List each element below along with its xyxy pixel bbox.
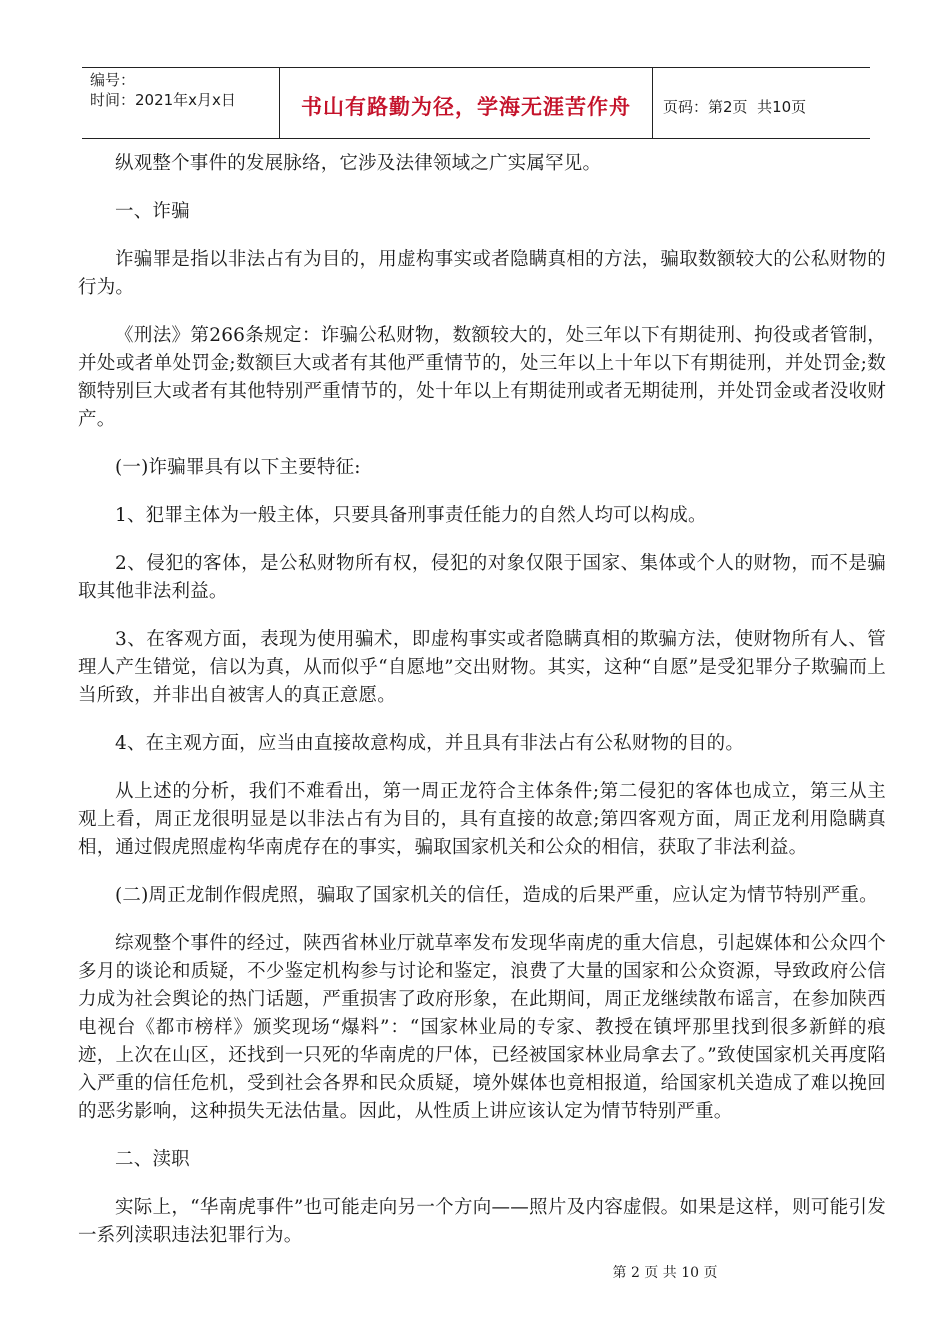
paragraph: (二)周正龙制作假虎照，骗取了国家机关的信任，造成的后果严重，应认定为情节特别严重。: [115, 885, 878, 906]
header-motto-cell: [280, 68, 653, 138]
paragraph: 实际上，“华南虎事件”也可能走向另一个方向——照片及内容虚假。如果是这样，则可能引发一系列渎职违法犯罪行为。: [78, 1197, 886, 1246]
section-heading: 二、渎职: [115, 1149, 190, 1170]
document-body: [78, 150, 886, 1270]
paragraph: 综观整个事件的经过，陕西省林业厅就草率发布发现华南虎的重大信息，引起媒体和公众四个多月的谈论和质疑，不少鉴定机构参与讨论和鉴定，浪费了大量的国家和公众资源，导致政府公信力成为社会舆论的热门话题，严重损害了政府形象，在此期间，周正龙继续散布谣言，在参加陕西电视台《都市榜样》颁奖现场“爆料”：“国家林业局的专家、教授在镇坪那里找到很多新鲜的痕迹，上次在山区，还找到一只死的华南虎的尸体，已经被国家林业局拿去了。”致使国家机关再度陷入严重的信任危机，受到社会各界和民众质疑，境外媒体也竟相报道，给国家机关造成了难以挽回的恶劣影响，这种损失无法估量。因此，从性质上讲应该认定为情节特别严重。: [78, 933, 886, 1122]
time-label: 时间：2021年x月x日: [90, 91, 236, 109]
number-label: 编号：: [90, 71, 136, 89]
paragraph: 4、在主观方面，应当由直接故意构成，并且具有非法占有公私财物的目的。: [115, 733, 745, 754]
page-info-text: 页码：第2页 共10页: [663, 97, 807, 116]
page-footer: [0, 1262, 950, 1282]
paragraph: 2、侵犯的客体，是公私财物所有权，侵犯的对象仅限于国家、集体或个人的财物，而不是骗取其他非法利益。: [78, 553, 886, 602]
paragraph: (一)诈骗罪具有以下主要特征:: [115, 457, 361, 478]
footer-page-number: 第 2 页 共 10 页: [612, 1265, 718, 1281]
motto-text: 书山有路勤为径，学海无涯苦作舟: [301, 95, 631, 119]
paragraph: 3、在客观方面，表现为使用骗术，即虚构事实或者隐瞒真相的欺骗方法，使财物所有人、管理人产生错觉，信以为真，从而似乎“自愿地”交出财物。其实，这种“自愿”是受犯罪分子欺骗而上当所致，并非出自被害人的真正意愿。: [78, 629, 886, 706]
paragraph: 纵观整个事件的发展脉络，它涉及法律领域之广实属罕见。: [115, 153, 602, 174]
section-heading: 一、诈骗: [115, 201, 190, 222]
header-page-info: [653, 68, 870, 138]
paragraph: 从上述的分析，我们不难看出，第一周正龙符合主体条件;第二侵犯的客体也成立，第三从主观上看，周正龙很明显是以非法占有为目的，具有直接的故意;第四客观方面，周正龙利用隐瞒真相，通过假虎照虚构华南虎存在的事实，骗取国家机关和公众的相信，获取了非法利益。: [78, 781, 886, 858]
paragraph: 《刑法》第266条规定：诈骗公私财物，数额较大的，处三年以下有期徒刑、拘役或者管制，并处或者单处罚金;数额巨大或者有其他严重情节的，处三年以上十年以下有期徒刑，并处罚金;数额特别巨大或者有其他特别严重情节的，处十年以上有期徒刑或者无期徒刑，并处罚金或者没收财产。: [78, 325, 886, 430]
paragraph: 1、犯罪主体为一般主体，只要具备刑事责任能力的自然人均可以构成。: [115, 505, 707, 526]
paragraph: 诈骗罪是指以非法占有为目的，用虚构事实或者隐瞒真相的方法，骗取数额较大的公私财物的行为。: [78, 249, 886, 298]
document-header: [82, 67, 870, 139]
header-meta: [82, 68, 280, 138]
